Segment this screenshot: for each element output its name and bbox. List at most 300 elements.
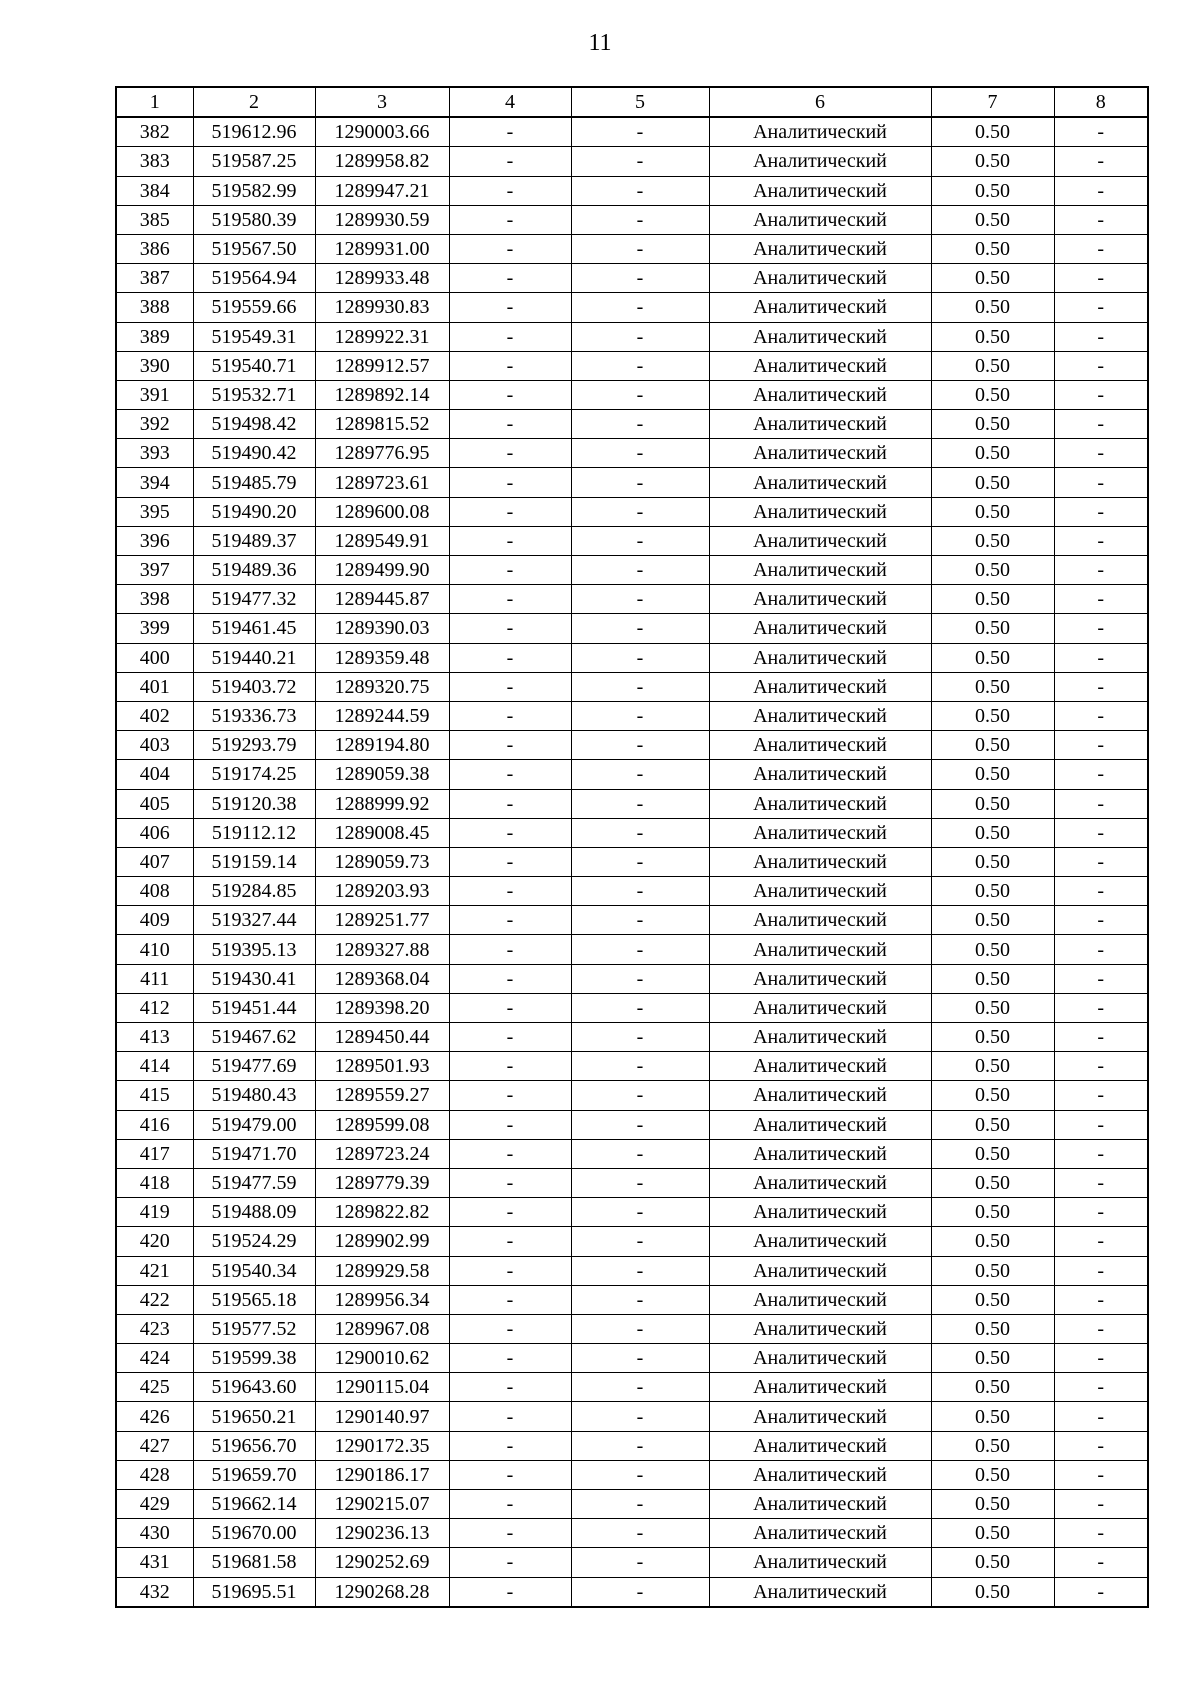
table-cell: Аналитический	[709, 1519, 931, 1548]
table-cell: 519587.25	[193, 147, 315, 176]
table-cell: 1289450.44	[315, 1023, 449, 1052]
table-cell: -	[1054, 264, 1148, 293]
table-cell: 0.50	[931, 1168, 1054, 1197]
table-row	[116, 1460, 1148, 1489]
table-cell: Аналитический	[709, 731, 931, 760]
table-cell: 382	[116, 117, 193, 147]
table-cell: 519650.21	[193, 1402, 315, 1431]
table-cell: 383	[116, 147, 193, 176]
table-row	[116, 322, 1148, 351]
table-cell: 519695.51	[193, 1577, 315, 1607]
table-cell: -	[1054, 935, 1148, 964]
table-cell: -	[571, 614, 709, 643]
table-cell: Аналитический	[709, 1256, 931, 1285]
table-cell: -	[571, 147, 709, 176]
table-row	[116, 1256, 1148, 1285]
table-cell: 1289194.80	[315, 731, 449, 760]
table-row	[116, 264, 1148, 293]
table-cell: -	[1054, 176, 1148, 205]
table-row	[116, 847, 1148, 876]
table-cell: 519284.85	[193, 877, 315, 906]
table-cell: 0.50	[931, 847, 1054, 876]
table-body	[116, 117, 1148, 1607]
table-cell: 519524.29	[193, 1227, 315, 1256]
table-cell: -	[1054, 205, 1148, 234]
table-cell: 0.50	[931, 818, 1054, 847]
table-cell: 1289956.34	[315, 1285, 449, 1314]
table-cell: 519489.37	[193, 526, 315, 555]
table-cell: 0.50	[931, 935, 1054, 964]
table-cell: 404	[116, 760, 193, 789]
table-cell: 400	[116, 643, 193, 672]
table-cell: 391	[116, 380, 193, 409]
table-cell: -	[1054, 818, 1148, 847]
table-cell: 0.50	[931, 1081, 1054, 1110]
table-cell: 519567.50	[193, 234, 315, 263]
table-cell: 519549.31	[193, 322, 315, 351]
table-cell: -	[1054, 1023, 1148, 1052]
table-cell: -	[449, 1314, 571, 1343]
table-cell: 408	[116, 877, 193, 906]
table-cell: -	[1054, 614, 1148, 643]
table-cell: -	[449, 1431, 571, 1460]
table-cell: Аналитический	[709, 176, 931, 205]
table-cell: -	[1054, 380, 1148, 409]
table-cell: 402	[116, 701, 193, 730]
table-cell: Аналитический	[709, 205, 931, 234]
table-row	[116, 526, 1148, 555]
table-cell: -	[1054, 439, 1148, 468]
table-cell: -	[1054, 731, 1148, 760]
table-cell: -	[449, 264, 571, 293]
table-cell: 1289779.39	[315, 1168, 449, 1197]
table-cell: 0.50	[931, 614, 1054, 643]
table-cell: 397	[116, 556, 193, 585]
table-cell: -	[449, 293, 571, 322]
table-cell: 1289947.21	[315, 176, 449, 205]
column-header: 3	[315, 87, 449, 117]
table-cell: 1290115.04	[315, 1373, 449, 1402]
table-cell: Аналитический	[709, 935, 931, 964]
table-cell: Аналитический	[709, 1577, 931, 1607]
table-cell: 0.50	[931, 1023, 1054, 1052]
table-cell: 519440.21	[193, 643, 315, 672]
table-cell: 519480.43	[193, 1081, 315, 1110]
table-cell: 1289930.59	[315, 205, 449, 234]
table-cell: -	[571, 672, 709, 701]
table-cell: -	[571, 1110, 709, 1139]
table-cell: 432	[116, 1577, 193, 1607]
table-cell: 384	[116, 176, 193, 205]
table-cell: -	[571, 964, 709, 993]
table-row	[116, 147, 1148, 176]
table-cell: -	[1054, 1490, 1148, 1519]
table-cell: -	[449, 1110, 571, 1139]
table-cell: 519498.42	[193, 410, 315, 439]
table-cell: 519612.96	[193, 117, 315, 147]
table-cell: -	[571, 293, 709, 322]
table-cell: 519327.44	[193, 906, 315, 935]
table-cell: -	[449, 1139, 571, 1168]
table-cell: Аналитический	[709, 847, 931, 876]
table-cell: 399	[116, 614, 193, 643]
table-cell: -	[449, 1402, 571, 1431]
table-cell: Аналитический	[709, 1373, 931, 1402]
table-cell: 1289723.61	[315, 468, 449, 497]
table-row	[116, 1168, 1148, 1197]
table-cell: Аналитический	[709, 1227, 931, 1256]
table-cell: 519540.34	[193, 1256, 315, 1285]
table-row	[116, 351, 1148, 380]
table-cell: Аналитический	[709, 322, 931, 351]
table-cell: 0.50	[931, 1490, 1054, 1519]
table-cell: 0.50	[931, 264, 1054, 293]
table-cell: 519174.25	[193, 760, 315, 789]
table-cell: Аналитический	[709, 147, 931, 176]
table-cell: 1289368.04	[315, 964, 449, 993]
table-cell: 0.50	[931, 1139, 1054, 1168]
table-cell: 0.50	[931, 964, 1054, 993]
table-row	[116, 439, 1148, 468]
table-cell: -	[571, 789, 709, 818]
table-cell: -	[449, 234, 571, 263]
table-cell: -	[571, 1577, 709, 1607]
table-cell: 1289902.99	[315, 1227, 449, 1256]
table-cell: -	[1054, 1227, 1148, 1256]
table-cell: -	[571, 1344, 709, 1373]
table-cell: -	[571, 1256, 709, 1285]
table-cell: -	[571, 731, 709, 760]
table-cell: Аналитический	[709, 964, 931, 993]
table-cell: -	[449, 614, 571, 643]
table-row	[116, 818, 1148, 847]
table-cell: 417	[116, 1139, 193, 1168]
table-cell: -	[449, 497, 571, 526]
table-cell: -	[1054, 1577, 1148, 1607]
table-cell: 519471.70	[193, 1139, 315, 1168]
table-cell: 519659.70	[193, 1460, 315, 1489]
table-cell: -	[449, 1227, 571, 1256]
table-cell: 398	[116, 585, 193, 614]
table-cell: -	[1054, 1519, 1148, 1548]
table-cell: -	[1054, 147, 1148, 176]
table-cell: -	[1054, 526, 1148, 555]
table-cell: 519681.58	[193, 1548, 315, 1577]
table-cell: Аналитический	[709, 1431, 931, 1460]
table-row	[116, 176, 1148, 205]
table-cell: -	[571, 410, 709, 439]
table-row	[116, 701, 1148, 730]
table-cell: Аналитический	[709, 1168, 931, 1197]
table-cell: 411	[116, 964, 193, 993]
table-cell: -	[571, 935, 709, 964]
table-cell: 0.50	[931, 731, 1054, 760]
table-cell: 519643.60	[193, 1373, 315, 1402]
table-cell: -	[449, 468, 571, 497]
table-cell: 1289958.82	[315, 147, 449, 176]
table-cell: 413	[116, 1023, 193, 1052]
table-cell: 519467.62	[193, 1023, 315, 1052]
table-cell: Аналитический	[709, 1344, 931, 1373]
table-cell: -	[571, 1139, 709, 1168]
table-cell: -	[571, 847, 709, 876]
table-cell: Аналитический	[709, 526, 931, 555]
table-row	[116, 1227, 1148, 1256]
table-cell: -	[571, 1373, 709, 1402]
table-cell: 519559.66	[193, 293, 315, 322]
table-cell: -	[449, 1081, 571, 1110]
table-cell: -	[449, 760, 571, 789]
table-row	[116, 1373, 1148, 1402]
table-cell: 0.50	[931, 672, 1054, 701]
table-cell: -	[571, 643, 709, 672]
table-cell: Аналитический	[709, 351, 931, 380]
table-cell: -	[1054, 877, 1148, 906]
table-cell: 401	[116, 672, 193, 701]
table-cell: 1289933.48	[315, 264, 449, 293]
table-cell: -	[571, 1431, 709, 1460]
table-cell: -	[449, 643, 571, 672]
table-cell: 0.50	[931, 410, 1054, 439]
table-header-row	[116, 87, 1148, 117]
table-cell: 406	[116, 818, 193, 847]
table-cell: 1289327.88	[315, 935, 449, 964]
table-cell: -	[1054, 1548, 1148, 1577]
table-cell: -	[449, 176, 571, 205]
table-cell: -	[449, 1577, 571, 1607]
table-cell: -	[449, 1256, 571, 1285]
table-cell: 519477.69	[193, 1052, 315, 1081]
table-cell: -	[449, 935, 571, 964]
table-cell: -	[449, 1198, 571, 1227]
table-row	[116, 877, 1148, 906]
table-cell: -	[449, 1344, 571, 1373]
table-cell: -	[571, 906, 709, 935]
table-cell: 0.50	[931, 643, 1054, 672]
table-cell: 392	[116, 410, 193, 439]
table-cell: -	[449, 847, 571, 876]
table-row	[116, 1285, 1148, 1314]
table-cell: 519662.14	[193, 1490, 315, 1519]
table-cell: -	[1054, 1344, 1148, 1373]
table-cell: 0.50	[931, 1577, 1054, 1607]
table-cell: 1289501.93	[315, 1052, 449, 1081]
table-cell: 0.50	[931, 380, 1054, 409]
table-cell: -	[571, 1198, 709, 1227]
table-cell: 519336.73	[193, 701, 315, 730]
page-number: 11	[588, 30, 612, 56]
table-cell: 418	[116, 1168, 193, 1197]
table-cell: -	[571, 322, 709, 351]
table-cell: -	[571, 351, 709, 380]
table-cell: -	[1054, 351, 1148, 380]
table-row	[116, 293, 1148, 322]
table-cell: Аналитический	[709, 643, 931, 672]
table-cell: -	[1054, 1460, 1148, 1489]
table-row	[116, 906, 1148, 935]
table-cell: Аналитический	[709, 468, 931, 497]
table-cell: 407	[116, 847, 193, 876]
table-cell: 393	[116, 439, 193, 468]
table-cell: 0.50	[931, 1402, 1054, 1431]
table-row	[116, 935, 1148, 964]
table-cell: 1289008.45	[315, 818, 449, 847]
table-cell: 0.50	[931, 439, 1054, 468]
table-cell: 1289059.38	[315, 760, 449, 789]
table-cell: 519488.09	[193, 1198, 315, 1227]
table-cell: -	[571, 1285, 709, 1314]
table-cell: 519461.45	[193, 614, 315, 643]
table-cell: 519656.70	[193, 1431, 315, 1460]
table-cell: 1289251.77	[315, 906, 449, 935]
table-cell: 1290010.62	[315, 1344, 449, 1373]
table-cell: -	[1054, 906, 1148, 935]
table-cell: 1289244.59	[315, 701, 449, 730]
table-cell: -	[571, 1081, 709, 1110]
table-cell: 0.50	[931, 205, 1054, 234]
table-cell: 1290252.69	[315, 1548, 449, 1577]
table-cell: 1289931.00	[315, 234, 449, 263]
table-cell: -	[1054, 556, 1148, 585]
table-cell: 416	[116, 1110, 193, 1139]
table-cell: 0.50	[931, 322, 1054, 351]
table-cell: -	[1054, 789, 1148, 818]
table-cell: Аналитический	[709, 789, 931, 818]
table-cell: -	[449, 1052, 571, 1081]
table-cell: 0.50	[931, 176, 1054, 205]
table-cell: 389	[116, 322, 193, 351]
table-cell: Аналитический	[709, 760, 931, 789]
table-cell: 1290236.13	[315, 1519, 449, 1548]
table-cell: -	[449, 789, 571, 818]
table-cell: -	[571, 439, 709, 468]
table-cell: 519489.36	[193, 556, 315, 585]
table-cell: -	[1054, 410, 1148, 439]
table-cell: 424	[116, 1344, 193, 1373]
column-header: 4	[449, 87, 571, 117]
table-cell: -	[449, 1490, 571, 1519]
table-cell: -	[1054, 701, 1148, 730]
table-cell: Аналитический	[709, 993, 931, 1022]
table-cell: 396	[116, 526, 193, 555]
table-cell: Аналитический	[709, 497, 931, 526]
table-cell: 519395.13	[193, 935, 315, 964]
table-row	[116, 1052, 1148, 1081]
table-cell: Аналитический	[709, 439, 931, 468]
table-cell: 1289398.20	[315, 993, 449, 1022]
table-cell: 519159.14	[193, 847, 315, 876]
coordinates-table	[115, 86, 1149, 1608]
table-cell: -	[1054, 468, 1148, 497]
column-header: 2	[193, 87, 315, 117]
table-cell: -	[571, 117, 709, 147]
table-cell: 1289892.14	[315, 380, 449, 409]
table-cell: 1289390.03	[315, 614, 449, 643]
table-cell: 403	[116, 731, 193, 760]
table-cell: -	[1054, 1198, 1148, 1227]
table-cell: 410	[116, 935, 193, 964]
table-cell: 519477.59	[193, 1168, 315, 1197]
table-cell: -	[449, 322, 571, 351]
table-cell: 388	[116, 293, 193, 322]
table-cell: 390	[116, 351, 193, 380]
table-cell: -	[1054, 1314, 1148, 1343]
table-cell: -	[571, 818, 709, 847]
table-cell: -	[571, 1519, 709, 1548]
table-cell: 422	[116, 1285, 193, 1314]
table-cell: 0.50	[931, 1548, 1054, 1577]
table-cell: -	[571, 468, 709, 497]
table-cell: -	[571, 1227, 709, 1256]
table-cell: 519120.38	[193, 789, 315, 818]
table-cell: 519477.32	[193, 585, 315, 614]
table-cell: -	[1054, 585, 1148, 614]
table-cell: -	[1054, 1373, 1148, 1402]
table-row	[116, 556, 1148, 585]
table-row	[116, 1548, 1148, 1577]
table-row	[116, 614, 1148, 643]
table-cell: -	[449, 585, 571, 614]
table-cell: 1290268.28	[315, 1577, 449, 1607]
table-row	[116, 1314, 1148, 1343]
table-cell: 425	[116, 1373, 193, 1402]
table-cell: 519451.44	[193, 993, 315, 1022]
table-cell: -	[449, 818, 571, 847]
table-cell: -	[449, 1023, 571, 1052]
table-cell: Аналитический	[709, 877, 931, 906]
table-row	[116, 1023, 1148, 1052]
table-cell: -	[1054, 234, 1148, 263]
table-cell: 0.50	[931, 147, 1054, 176]
table-row	[116, 1110, 1148, 1139]
table-cell: Аналитический	[709, 293, 931, 322]
table-row	[116, 760, 1148, 789]
table-cell: 519580.39	[193, 205, 315, 234]
table-cell: -	[571, 1402, 709, 1431]
table-cell: Аналитический	[709, 1548, 931, 1577]
table-cell: -	[1054, 1285, 1148, 1314]
table-cell: Аналитический	[709, 1023, 931, 1052]
table-cell: -	[449, 205, 571, 234]
table-cell: -	[1054, 1110, 1148, 1139]
table-row	[116, 1344, 1148, 1373]
table-cell: 1290140.97	[315, 1402, 449, 1431]
table-cell: 415	[116, 1081, 193, 1110]
table-cell: Аналитический	[709, 672, 931, 701]
table-cell: 0.50	[931, 351, 1054, 380]
table-cell: 387	[116, 264, 193, 293]
table-row	[116, 789, 1148, 818]
table-cell: -	[1054, 1168, 1148, 1197]
table-cell: 427	[116, 1431, 193, 1460]
table-row	[116, 468, 1148, 497]
table-cell: Аналитический	[709, 1314, 931, 1343]
table-cell: 1290172.35	[315, 1431, 449, 1460]
table-cell: -	[571, 497, 709, 526]
table-cell: -	[571, 1052, 709, 1081]
table-cell: -	[449, 117, 571, 147]
table-cell: 519540.71	[193, 351, 315, 380]
table-cell: -	[1054, 964, 1148, 993]
table-row	[116, 1490, 1148, 1519]
table-cell: 0.50	[931, 906, 1054, 935]
table-cell: 519112.12	[193, 818, 315, 847]
table-cell: Аналитический	[709, 1285, 931, 1314]
table-cell: -	[1054, 1081, 1148, 1110]
table-cell: 0.50	[931, 1285, 1054, 1314]
table-cell: -	[1054, 643, 1148, 672]
table-cell: -	[571, 176, 709, 205]
